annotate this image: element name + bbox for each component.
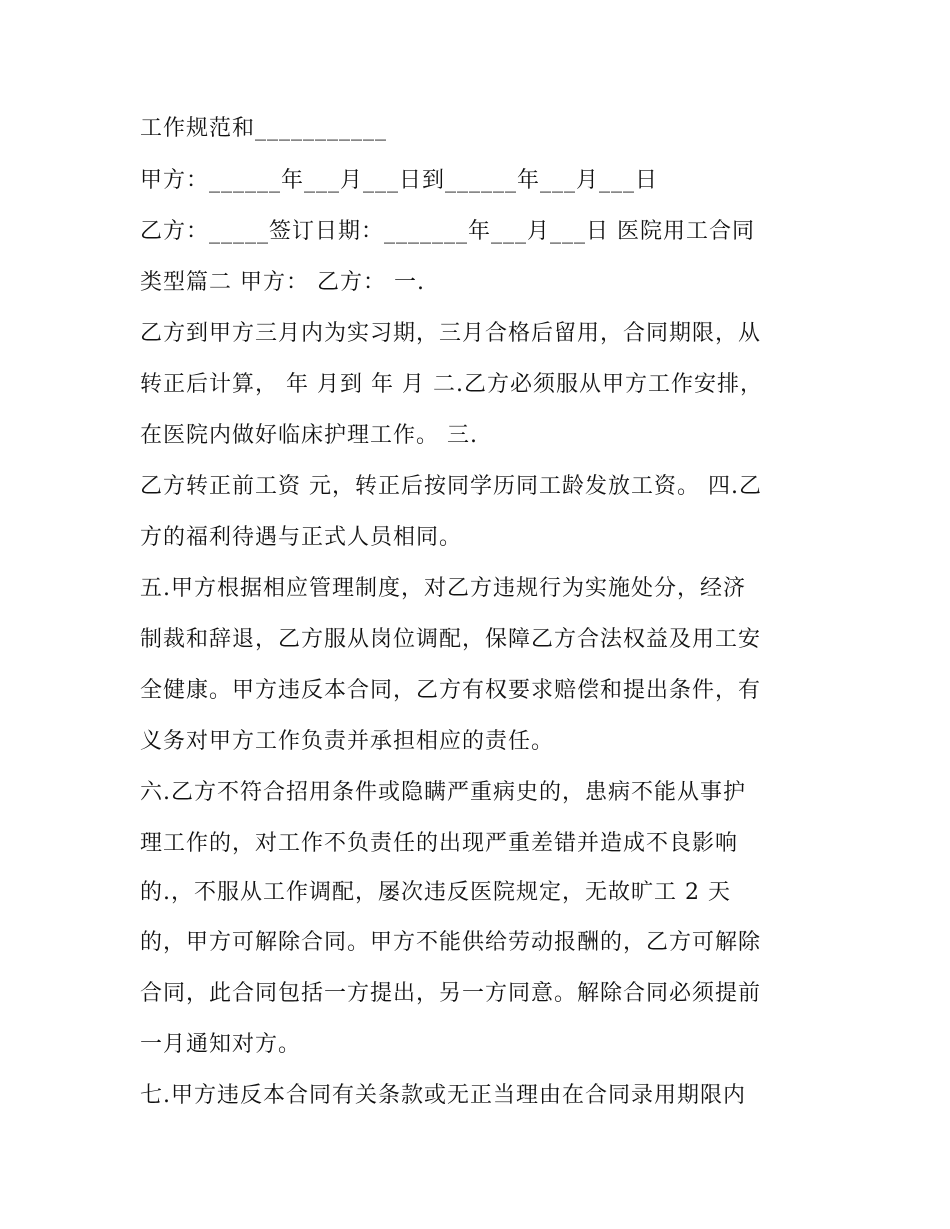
text-line: 乙方到甲方三月内为实习期，三月合格后留用，合同期限，从: [140, 321, 762, 346]
text-line: 类型篇二 甲方： 乙方： 一.: [140, 270, 425, 295]
text-line: 的.，不服从工作调配，屡次违反医院规定，无故旷工 2 天: [140, 880, 731, 905]
text-line: 乙方：_____签订日期：_______年___月___日 医院用工合同: [140, 219, 755, 244]
text-line: 五.甲方根据相应管理制度，对乙方违规行为实施处分，经济: [140, 576, 746, 601]
text-line: 乙方转正前工资 元，转正后按同学历同工龄发放工资。 四.乙: [140, 474, 762, 499]
text-line: 转正后计算， 年 月到 年 月 二.乙方必须服从甲方工作安排，: [140, 372, 763, 397]
text-line: 理工作的，对工作不负责任的出现严重差错并造成不良影响: [140, 831, 739, 856]
text-line: 甲方：______年___月___日到______年___月___日: [140, 168, 659, 193]
text-line: 工作规范和___________: [140, 116, 388, 141]
text-line: 七.甲方违反本合同有关条款或无正当理由在合同录用期限内: [140, 1083, 746, 1108]
text-line: 义务对甲方工作负责并承担相应的责任。: [140, 729, 555, 754]
text-line: 制裁和辞退，乙方服从岗位调配，保障乙方合法权益及用工安: [140, 627, 762, 652]
text-line: 合同，此合同包括一方提出，另一方同意。解除合同必须提前: [140, 981, 762, 1006]
text-line: 在医院内做好临床护理工作。 三.: [140, 423, 478, 448]
text-line: 全健康。甲方违反本合同，乙方有权要求赔偿和提出条件，有: [140, 678, 762, 703]
text-line: 一月通知对方。: [140, 1032, 302, 1057]
text-line: 方的福利待遇与正式人员相同。: [140, 525, 463, 550]
text-line: 的，甲方可解除合同。甲方不能供给劳动报酬的，乙方可解除: [140, 930, 762, 955]
text-line: 六.乙方不符合招用条件或隐瞒严重病史的，患病不能从事护: [140, 780, 746, 805]
